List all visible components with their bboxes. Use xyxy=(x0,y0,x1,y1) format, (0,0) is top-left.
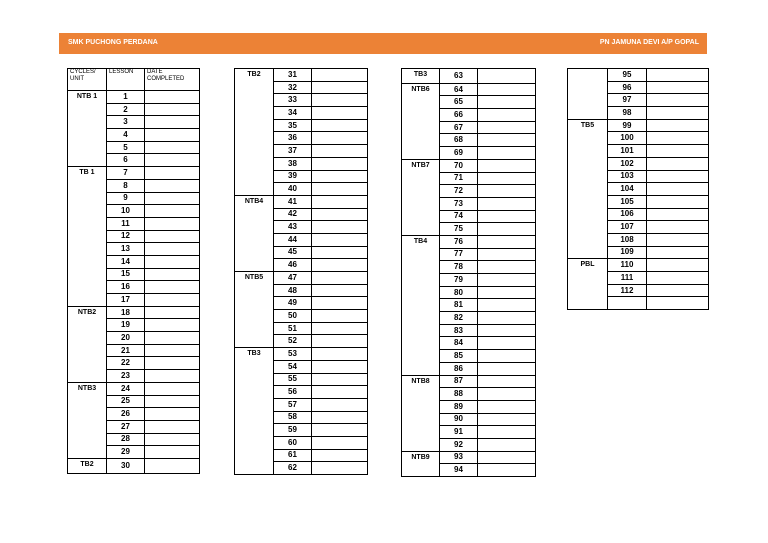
date-completed-cell[interactable] xyxy=(312,284,368,297)
lesson-number: 16 xyxy=(107,281,145,294)
date-completed-cell[interactable] xyxy=(312,322,368,335)
unit-cell: NTB2 xyxy=(68,306,107,382)
lesson-number: 4 xyxy=(107,129,145,142)
lesson-number: 92 xyxy=(440,438,478,451)
date-completed-cell[interactable] xyxy=(647,297,709,310)
date-completed-cell[interactable] xyxy=(312,436,368,449)
lesson-number: 100 xyxy=(608,132,647,145)
lesson-table-1 xyxy=(67,68,200,474)
column-header-date-completed: DATE COMPLETED xyxy=(145,69,200,91)
date-completed-cell[interactable] xyxy=(478,413,536,426)
lesson-number: 84 xyxy=(440,337,478,350)
lesson-number: 65 xyxy=(440,96,478,109)
lesson-number: 44 xyxy=(274,233,312,246)
date-completed-cell[interactable] xyxy=(312,462,368,475)
date-completed-cell[interactable] xyxy=(478,375,536,388)
lesson-number: 52 xyxy=(274,335,312,348)
date-completed-cell[interactable] xyxy=(312,424,368,437)
lesson-number: 7 xyxy=(107,167,145,180)
date-completed-cell[interactable] xyxy=(478,223,536,236)
table-row xyxy=(68,458,200,473)
date-completed-cell[interactable] xyxy=(647,132,709,145)
date-completed-cell[interactable] xyxy=(145,129,200,142)
date-completed-cell[interactable] xyxy=(145,230,200,243)
date-completed-cell[interactable] xyxy=(478,147,536,160)
date-completed-cell[interactable] xyxy=(478,197,536,210)
date-completed-cell[interactable] xyxy=(312,411,368,424)
date-completed-cell[interactable] xyxy=(145,433,200,446)
date-completed-cell[interactable] xyxy=(312,233,368,246)
table-row xyxy=(402,235,536,248)
date-completed-cell[interactable] xyxy=(312,132,368,145)
unit-cell: NTB3 xyxy=(68,382,107,458)
lesson-number: 86 xyxy=(440,362,478,375)
lesson-number: 107 xyxy=(608,221,647,234)
unit-cell: TB4 xyxy=(402,235,440,375)
lesson-number: 110 xyxy=(608,259,647,272)
table-row xyxy=(68,382,200,395)
unit-cell: NTB4 xyxy=(235,195,274,271)
lesson-number: 30 xyxy=(107,458,145,473)
date-completed-cell[interactable] xyxy=(478,121,536,134)
date-completed-cell[interactable] xyxy=(145,268,200,281)
date-completed-cell[interactable] xyxy=(478,337,536,350)
date-completed-cell[interactable] xyxy=(145,116,200,129)
date-completed-cell[interactable] xyxy=(145,217,200,230)
lesson-table-2 xyxy=(234,68,368,475)
lesson-number: 103 xyxy=(608,170,647,183)
lesson-number: 81 xyxy=(440,299,478,312)
lesson-number: 43 xyxy=(274,221,312,234)
table-header-row xyxy=(68,69,200,91)
date-completed-cell[interactable] xyxy=(478,312,536,325)
lesson-number: 15 xyxy=(107,268,145,281)
lesson-number: 74 xyxy=(440,210,478,223)
date-completed-cell[interactable] xyxy=(312,145,368,158)
lesson-number: 40 xyxy=(274,183,312,196)
lesson-number: 2 xyxy=(107,103,145,116)
date-completed-cell[interactable] xyxy=(145,205,200,218)
table-row xyxy=(568,69,709,82)
date-completed-cell[interactable] xyxy=(478,400,536,413)
lesson-number: 31 xyxy=(274,69,312,82)
date-completed-cell[interactable] xyxy=(145,154,200,167)
lesson-number: 41 xyxy=(274,195,312,208)
lesson-number: 54 xyxy=(274,360,312,373)
date-completed-cell[interactable] xyxy=(145,141,200,154)
lesson-number: 109 xyxy=(608,246,647,259)
lesson-number: 66 xyxy=(440,109,478,122)
lesson-number: 39 xyxy=(274,170,312,183)
lesson-number: 77 xyxy=(440,248,478,261)
lesson-number: 73 xyxy=(440,197,478,210)
lesson-number: 32 xyxy=(274,81,312,94)
lesson-number: 79 xyxy=(440,274,478,287)
lesson-number: 68 xyxy=(440,134,478,147)
lesson-number: 1 xyxy=(107,91,145,104)
lesson-number: 75 xyxy=(440,223,478,236)
date-completed-cell[interactable] xyxy=(145,357,200,370)
date-completed-cell[interactable] xyxy=(647,119,709,132)
lesson-number: 90 xyxy=(440,413,478,426)
date-completed-cell[interactable] xyxy=(312,195,368,208)
lesson-number: 38 xyxy=(274,157,312,170)
lesson-number: 102 xyxy=(608,157,647,170)
date-completed-cell[interactable] xyxy=(312,297,368,310)
date-completed-cell[interactable] xyxy=(312,157,368,170)
table-row xyxy=(568,119,709,132)
lesson-number: 17 xyxy=(107,294,145,307)
date-completed-cell[interactable] xyxy=(647,157,709,170)
lesson-number: 106 xyxy=(608,208,647,221)
lesson-number: 28 xyxy=(107,433,145,446)
date-completed-cell[interactable] xyxy=(145,395,200,408)
date-completed-cell[interactable] xyxy=(478,426,536,439)
date-completed-cell[interactable] xyxy=(312,398,368,411)
date-completed-cell[interactable] xyxy=(478,248,536,261)
lesson-number: 20 xyxy=(107,332,145,345)
date-completed-cell[interactable] xyxy=(312,246,368,259)
date-completed-cell[interactable] xyxy=(145,243,200,256)
date-completed-cell[interactable] xyxy=(647,221,709,234)
date-completed-cell[interactable] xyxy=(478,96,536,109)
lesson-number: 97 xyxy=(608,94,647,107)
date-completed-cell[interactable] xyxy=(478,362,536,375)
header-banner xyxy=(59,33,707,54)
lesson-number: 96 xyxy=(608,81,647,94)
date-completed-cell[interactable] xyxy=(647,69,709,82)
lesson-number: 46 xyxy=(274,259,312,272)
date-completed-cell[interactable] xyxy=(312,94,368,107)
lesson-number: 69 xyxy=(440,147,478,160)
table-row xyxy=(235,195,368,208)
date-completed-cell[interactable] xyxy=(145,446,200,459)
lesson-number: 63 xyxy=(440,69,478,84)
table-row xyxy=(68,167,200,180)
lesson-number: 49 xyxy=(274,297,312,310)
date-completed-cell[interactable] xyxy=(145,281,200,294)
unit-cell: PBL xyxy=(568,259,608,310)
date-completed-cell[interactable] xyxy=(145,382,200,395)
date-completed-cell[interactable] xyxy=(647,272,709,285)
lesson-number: 111 xyxy=(608,272,647,285)
date-completed-cell[interactable] xyxy=(647,233,709,246)
date-completed-cell[interactable] xyxy=(145,319,200,332)
date-completed-cell[interactable] xyxy=(145,458,200,473)
unit-cell: NTB9 xyxy=(402,451,440,476)
date-completed-cell[interactable] xyxy=(478,185,536,198)
date-completed-cell[interactable] xyxy=(312,221,368,234)
lesson-number: 47 xyxy=(274,272,312,285)
lesson-number: 64 xyxy=(440,83,478,96)
date-completed-cell[interactable] xyxy=(478,83,536,96)
lesson-number: 105 xyxy=(608,195,647,208)
date-completed-cell[interactable] xyxy=(647,94,709,107)
unit-cell: TB 1 xyxy=(68,167,107,307)
date-completed-cell[interactable] xyxy=(145,255,200,268)
lesson-number: 36 xyxy=(274,132,312,145)
date-completed-cell[interactable] xyxy=(145,332,200,345)
table-row xyxy=(568,259,709,272)
lesson-number: 91 xyxy=(440,426,478,439)
lesson-number: 51 xyxy=(274,322,312,335)
lesson-number: 29 xyxy=(107,446,145,459)
date-completed-cell[interactable] xyxy=(478,159,536,172)
lesson-number: 11 xyxy=(107,217,145,230)
date-completed-cell[interactable] xyxy=(145,294,200,307)
lesson-number: 89 xyxy=(440,400,478,413)
lesson-number: 45 xyxy=(274,246,312,259)
lesson-number: 93 xyxy=(440,451,478,464)
lesson-number: 18 xyxy=(107,306,145,319)
lesson-number: 10 xyxy=(107,205,145,218)
lesson-number: 6 xyxy=(107,154,145,167)
lesson-number: 21 xyxy=(107,344,145,357)
lesson-number: 72 xyxy=(440,185,478,198)
date-completed-cell[interactable] xyxy=(478,299,536,312)
date-completed-cell[interactable] xyxy=(312,183,368,196)
lesson-number: 76 xyxy=(440,235,478,248)
date-completed-cell[interactable] xyxy=(312,386,368,399)
lesson-number: 80 xyxy=(440,286,478,299)
lesson-number: 95 xyxy=(608,69,647,82)
date-completed-cell[interactable] xyxy=(478,451,536,464)
table-row xyxy=(402,69,536,84)
lesson-table-4 xyxy=(567,68,709,310)
date-completed-cell[interactable] xyxy=(145,103,200,116)
unit-cell: TB2 xyxy=(235,69,274,196)
lesson-number: 50 xyxy=(274,310,312,323)
lesson-number: 85 xyxy=(440,350,478,363)
lesson-number: 19 xyxy=(107,319,145,332)
date-completed-cell[interactable] xyxy=(312,119,368,132)
lesson-number: 9 xyxy=(107,192,145,205)
lesson-number: 67 xyxy=(440,121,478,134)
date-completed-cell[interactable] xyxy=(478,235,536,248)
date-completed-cell[interactable] xyxy=(478,210,536,223)
lesson-number: 25 xyxy=(107,395,145,408)
lesson-number: 99 xyxy=(608,119,647,132)
date-completed-cell[interactable] xyxy=(312,348,368,361)
date-completed-cell[interactable] xyxy=(478,172,536,185)
lesson-number: 108 xyxy=(608,233,647,246)
lesson-number: 78 xyxy=(440,261,478,274)
lesson-number: 61 xyxy=(274,449,312,462)
lesson-number: 55 xyxy=(274,373,312,386)
unit-cell: NTB6 xyxy=(402,83,440,159)
lesson-number: 56 xyxy=(274,386,312,399)
unit-cell: NTB5 xyxy=(235,272,274,348)
date-completed-cell[interactable] xyxy=(647,183,709,196)
lesson-number: 53 xyxy=(274,348,312,361)
date-completed-cell[interactable] xyxy=(478,134,536,147)
date-completed-cell[interactable] xyxy=(312,335,368,348)
date-completed-cell[interactable] xyxy=(478,69,536,84)
date-completed-cell[interactable] xyxy=(478,261,536,274)
date-completed-cell[interactable] xyxy=(478,274,536,287)
date-completed-cell[interactable] xyxy=(145,91,200,104)
table-row xyxy=(402,159,536,172)
teacher-name: PN JAMUNA DEVI A/P GOPAL xyxy=(599,39,699,46)
date-completed-cell[interactable] xyxy=(647,81,709,94)
date-completed-cell[interactable] xyxy=(647,208,709,221)
lesson-number: 82 xyxy=(440,312,478,325)
column-header-lesson: LESSON xyxy=(107,69,145,91)
date-completed-cell[interactable] xyxy=(145,408,200,421)
lesson-number: 71 xyxy=(440,172,478,185)
date-completed-cell[interactable] xyxy=(312,373,368,386)
lesson-number xyxy=(608,297,647,310)
date-completed-cell[interactable] xyxy=(647,145,709,158)
date-completed-cell[interactable] xyxy=(647,246,709,259)
table-row xyxy=(235,69,368,82)
lesson-number: 12 xyxy=(107,230,145,243)
table-row xyxy=(402,375,536,388)
lesson-number: 101 xyxy=(608,145,647,158)
table-row xyxy=(402,83,536,96)
table-row xyxy=(235,272,368,285)
lesson-number: 35 xyxy=(274,119,312,132)
date-completed-cell[interactable] xyxy=(145,344,200,357)
date-completed-cell[interactable] xyxy=(478,438,536,451)
date-completed-cell[interactable] xyxy=(647,107,709,120)
lesson-number: 60 xyxy=(274,436,312,449)
lesson-number: 94 xyxy=(440,464,478,477)
unit-cell: NTB8 xyxy=(402,375,440,451)
date-completed-cell[interactable] xyxy=(478,286,536,299)
table-row xyxy=(402,451,536,464)
lesson-number: 33 xyxy=(274,94,312,107)
date-completed-cell[interactable] xyxy=(478,109,536,122)
lesson-number: 59 xyxy=(274,424,312,437)
lesson-number: 104 xyxy=(608,183,647,196)
date-completed-cell[interactable] xyxy=(145,370,200,383)
lesson-number: 23 xyxy=(107,370,145,383)
unit-cell: TB2 xyxy=(68,458,107,473)
lesson-number: 26 xyxy=(107,408,145,421)
lesson-number: 112 xyxy=(608,284,647,297)
lesson-number: 88 xyxy=(440,388,478,401)
table-row xyxy=(235,348,368,361)
lesson-number: 14 xyxy=(107,255,145,268)
unit-cell xyxy=(568,69,608,120)
lesson-number: 57 xyxy=(274,398,312,411)
date-completed-cell[interactable] xyxy=(145,167,200,180)
date-completed-cell[interactable] xyxy=(312,272,368,285)
lesson-number: 13 xyxy=(107,243,145,256)
date-completed-cell[interactable] xyxy=(478,464,536,477)
lesson-number: 98 xyxy=(608,107,647,120)
lesson-number: 42 xyxy=(274,208,312,221)
date-completed-cell[interactable] xyxy=(647,170,709,183)
lesson-number: 62 xyxy=(274,462,312,475)
lesson-number: 8 xyxy=(107,179,145,192)
date-completed-cell[interactable] xyxy=(312,81,368,94)
lesson-number: 70 xyxy=(440,159,478,172)
date-completed-cell[interactable] xyxy=(312,170,368,183)
unit-cell: NTB7 xyxy=(402,159,440,235)
date-completed-cell[interactable] xyxy=(478,324,536,337)
date-completed-cell[interactable] xyxy=(312,449,368,462)
lesson-number: 22 xyxy=(107,357,145,370)
date-completed-cell[interactable] xyxy=(312,69,368,82)
table-row xyxy=(68,91,200,104)
lesson-number: 3 xyxy=(107,116,145,129)
lesson-number: 34 xyxy=(274,107,312,120)
date-completed-cell[interactable] xyxy=(312,360,368,373)
unit-cell: TB5 xyxy=(568,119,608,259)
date-completed-cell[interactable] xyxy=(312,259,368,272)
column-header-cycle-unit: CYCLES/ UNIT xyxy=(68,69,107,91)
date-completed-cell[interactable] xyxy=(145,420,200,433)
lesson-number: 37 xyxy=(274,145,312,158)
lesson-number: 87 xyxy=(440,375,478,388)
date-completed-cell[interactable] xyxy=(647,284,709,297)
date-completed-cell[interactable] xyxy=(312,107,368,120)
date-completed-cell[interactable] xyxy=(647,195,709,208)
date-completed-cell[interactable] xyxy=(478,388,536,401)
date-completed-cell[interactable] xyxy=(478,350,536,363)
lesson-number: 27 xyxy=(107,420,145,433)
unit-cell: TB3 xyxy=(235,348,274,475)
date-completed-cell[interactable] xyxy=(312,208,368,221)
lesson-number: 48 xyxy=(274,284,312,297)
lesson-number: 83 xyxy=(440,324,478,337)
date-completed-cell[interactable] xyxy=(312,310,368,323)
table-row xyxy=(68,306,200,319)
date-completed-cell[interactable] xyxy=(145,306,200,319)
lesson-table-3 xyxy=(401,68,536,477)
date-completed-cell[interactable] xyxy=(647,259,709,272)
lesson-number: 5 xyxy=(107,141,145,154)
lesson-number: 24 xyxy=(107,382,145,395)
school-name: SMK PUCHONG PERDANA xyxy=(68,39,158,46)
lesson-number: 58 xyxy=(274,411,312,424)
date-completed-cell[interactable] xyxy=(145,179,200,192)
date-completed-cell[interactable] xyxy=(145,192,200,205)
unit-cell: NTB 1 xyxy=(68,91,107,167)
unit-cell: TB3 xyxy=(402,69,440,84)
